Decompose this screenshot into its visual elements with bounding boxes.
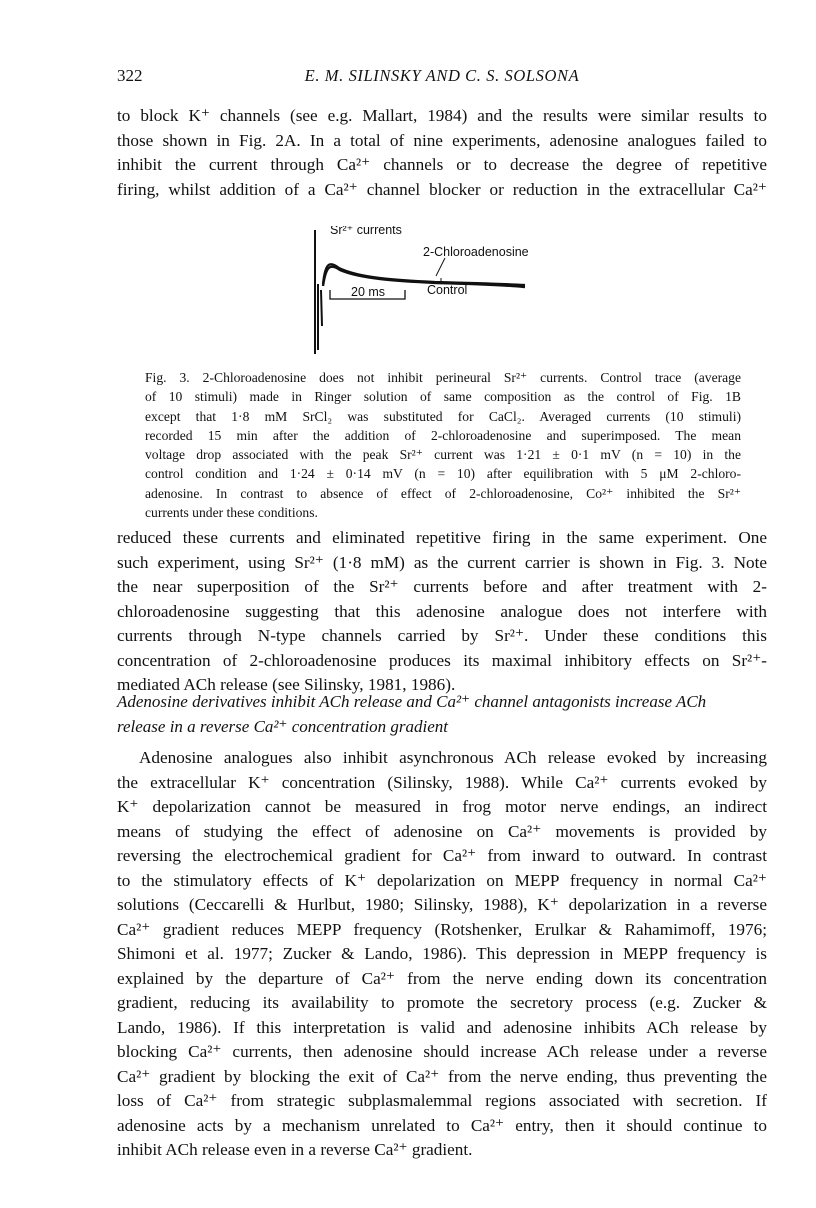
text-line: firing, whilst addition of a Ca²⁺ channel blocker or reduction in the extracellular Ca²⁺ bbox=[117, 179, 767, 199]
section-heading bbox=[117, 690, 767, 739]
text-line: Shimoni et al. 1977; Zucker & Lando, 1986). This depression in MEPP frequency is bbox=[117, 944, 767, 963]
heading-line: release in a reverse Ca²⁺ concentration gradient bbox=[117, 716, 449, 736]
paragraph-2 bbox=[117, 526, 767, 698]
text-line: reduced these currents and eliminated repetitive firing in the same experiment. One bbox=[117, 528, 767, 547]
text-line: mediated ACh release (see Silinsky, 1981, 1986). bbox=[117, 675, 456, 694]
text-line: solutions (Ceccarelli & Hurlbut, 1980; Silinsky, 1988), K⁺ depolarization in a reverse bbox=[117, 895, 767, 914]
text-line: reversing the electrochemical gradient for Ca²⁺ from inward to outward. In contrast bbox=[117, 846, 767, 865]
scale-bar-label: 20 ms bbox=[351, 285, 386, 299]
label-2-chloroadenosine: 2-Chloroadenosine bbox=[423, 245, 529, 259]
text-line: to block K⁺ channels (see e.g. Mallart, 1984) and the results were similar results to bbox=[117, 106, 767, 125]
paragraph-3 bbox=[117, 746, 767, 1163]
caption-line: currents under these conditions. bbox=[145, 505, 318, 521]
text-line: currents through N-type channels carried by Sr²⁺. Under these conditions this bbox=[117, 626, 767, 645]
heading-line: Adenosine derivatives inhibit ACh release and Ca²⁺ channel antagonists increase ACh bbox=[117, 692, 707, 711]
text-line: Adenosine analogues also inhibit asynchronous ACh release evoked by increasing bbox=[139, 748, 767, 767]
caption-line: control condition and 1·24 ± 0·14 mV (n = 10) after equilibration with 5 μM 2-chloro- bbox=[145, 466, 741, 482]
caption-line: Fig. 3. 2-Chloroadenosine does not inhibit perineural Sr²⁺ currents. Control trace (average bbox=[145, 370, 741, 385]
label-sr-currents: Sr²⁺ currents bbox=[330, 226, 402, 237]
caption-line: recorded 15 min after the addition of 2-chloroadenosine and superimposed. The mean bbox=[145, 427, 741, 443]
text-line: inhibit ACh release even in a reverse Ca²⁺ gradient. bbox=[117, 1140, 473, 1159]
trace-control bbox=[323, 267, 525, 287]
text-line: inhibit the current through Ca²⁺ channels or to decrease the degree of repetitive bbox=[117, 155, 767, 174]
stimulus-artifact bbox=[315, 230, 322, 354]
current-trace-figure bbox=[305, 226, 555, 356]
page-header bbox=[117, 66, 767, 92]
running-head: E. M. SILINSKY AND C. S. SOLSONA bbox=[304, 66, 580, 85]
page-number: 322 bbox=[117, 66, 143, 85]
text-line: those shown in Fig. 2A. In a total of nine experiments, adenosine analogues failed to bbox=[117, 130, 767, 150]
text-line: concentration of 2-chloroadenosine produces its maximal inhibitory effects on Sr²⁺- bbox=[117, 650, 768, 670]
text-line: blocking Ca²⁺ currents, then adenosine should increase ACh release under a reverse bbox=[117, 1042, 767, 1061]
chloro-pointer bbox=[436, 258, 445, 276]
caption-line: except that 1·8 mM SrCl₂ was substituted for CaCl₂. Averaged currents (10 stimuli) bbox=[145, 408, 741, 424]
text-line: Ca²⁺ gradient reduces MEPP frequency (Rotshenker, Erulkar & Rahamimoff, 1976; bbox=[117, 919, 767, 939]
figure-3 bbox=[305, 226, 555, 356]
caption-line: voltage drop associated with the peak Sr²⁺ current was 1·21 ± 0·1 mV (n = 10) in the bbox=[145, 447, 741, 463]
text-line: the near superposition of the Sr²⁺ currents before and after treatment with 2- bbox=[117, 577, 767, 596]
caption-line: of 10 stimuli) made in Ringer solution of same composition as the control of Fig. 1B bbox=[145, 389, 741, 405]
text-line: Lando, 1986). If this interpretation is valid and adenosine inhibits ACh release by bbox=[117, 1017, 767, 1037]
label-control: Control bbox=[427, 283, 468, 297]
text-line: adenosine acts by a mechanism unrelated to Ca²⁺ entry, then it should continue to bbox=[117, 1115, 767, 1135]
caption-line: adenosine. In contrast to absence of effect of 2-chloroadenosine, Co²⁺ inhibited the Sr²⁺ bbox=[145, 485, 741, 501]
text-line: explained by the departure of Ca²⁺ from the nerve ending down its concentration bbox=[117, 968, 767, 988]
text-line: K⁺ depolarization cannot be measured in frog motor nerve endings, an indirect bbox=[117, 797, 767, 816]
text-line: such experiment, using Sr²⁺ (1·8 mM) as the current carrier is shown in Fig. 3. Note bbox=[117, 552, 767, 572]
text-line: Ca²⁺ gradient by blocking the exit of Ca²⁺ from the nerve ending, thus preventing the bbox=[117, 1066, 767, 1086]
figure-caption bbox=[145, 368, 741, 522]
text-line: chloroadenosine suggesting that this adenosine analogue does not interfere with bbox=[117, 601, 767, 621]
paragraph-1 bbox=[117, 104, 767, 202]
text-line: to the stimulatory effects of K⁺ depolarization on MEPP frequency in normal Ca²⁺ bbox=[117, 870, 767, 890]
text-line: means of studying the effect of adenosine on Ca²⁺ movements is provided by bbox=[117, 821, 767, 841]
text-line: loss of Ca²⁺ from strategic subplasmalemmal regions associated with secretion. If bbox=[117, 1091, 767, 1110]
text-line: gradient, reducing its availability to promote the secretory process (e.g. Zucker & bbox=[117, 993, 767, 1012]
text-line: the extracellular K⁺ concentration (Silinsky, 1988). While Ca²⁺ currents evoked by bbox=[117, 772, 767, 792]
